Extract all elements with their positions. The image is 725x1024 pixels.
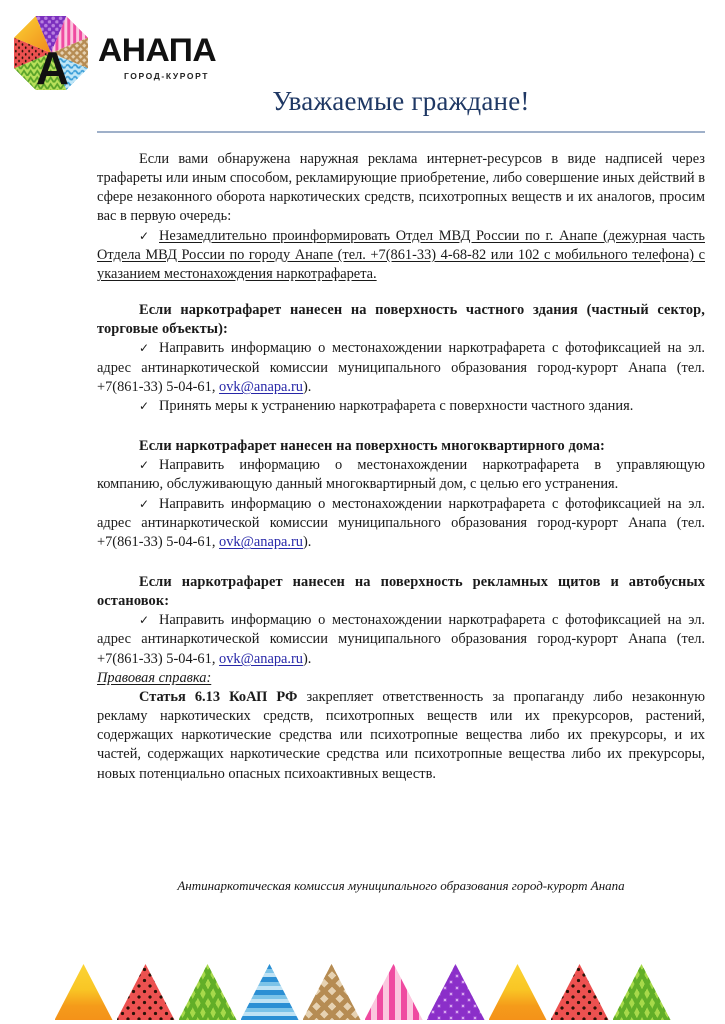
list-item (97, 339, 705, 396)
legal-note-body (97, 688, 705, 784)
check-icon: ✓ (139, 228, 150, 243)
email-link[interactable]: ovk@anapa.ru (219, 378, 304, 395)
list-item-text: Принять меры к устранению наркотрафарета с поверхности частного здания. (159, 397, 634, 414)
footer-triangle (303, 964, 361, 1020)
footer-triangle (551, 964, 609, 1020)
list-item (97, 397, 705, 416)
intro-bullet-item (97, 227, 705, 284)
list-item-text: Направить информацию о местонахождении наркотрафарета в управляющую компанию, обслуживающую данный многоквартирный дом, с целью его устранения. (97, 457, 705, 493)
list-item-text-tail: ). (303, 378, 312, 395)
intro-bullet-text: Незамедлительно проинформировать Отдел МВД России по г. Анапе (дежурная часть Отдела МВД России по городу Анапе (тел. +7(861-33) 4-68-82 или 102 с мобильного телефона) с указанием местонахождения наркотрафарета. (97, 227, 705, 282)
footer-triangle (179, 964, 237, 1020)
anapa-octagon-logo-icon (14, 16, 88, 90)
brand-tagline: ГОРОД-КУРОРТ (124, 70, 210, 81)
list-item-text-tail: ). (303, 533, 312, 550)
footer-decoration (0, 960, 725, 1024)
section-heading-apartment-building: Если наркотрафарет нанесен на поверхность многоквартирного дома: (139, 438, 605, 455)
section-heading-billboards: Если наркотрафарет нанесен на поверхность рекламных щитов и автобусных остановок: (97, 573, 705, 610)
legal-note-label: Правовая справка: (97, 669, 212, 686)
email-link[interactable]: ovk@anapa.ru (219, 650, 304, 667)
check-icon: ✓ (139, 613, 150, 628)
document-signature: Антинаркотическая комиссия муниципального образования город-курорт Анапа (177, 878, 625, 893)
brand-logo (14, 16, 217, 90)
brand-wordmark (98, 26, 217, 81)
brand-name: АНАПА (98, 31, 217, 68)
check-icon: ✓ (139, 398, 150, 413)
list-item-text: Направить информацию о местонахождении наркотрафарета с фотофиксацией на эл. адрес антинаркотической комиссии муниципального образования город-курорт Анапа (тел. +7(861-33) 5-04-61, (97, 495, 705, 550)
title-divider (97, 131, 705, 133)
footer-triangle (55, 964, 113, 1020)
list-item (97, 611, 705, 668)
list-item (97, 495, 705, 552)
footer-triangle (365, 964, 423, 1020)
page-title: Уважаемые граждане! (272, 86, 530, 116)
check-icon: ✓ (139, 496, 150, 511)
check-icon: ✓ (139, 458, 150, 473)
logo-letter-a: А (35, 42, 70, 90)
document-body (97, 150, 705, 784)
email-link[interactable]: ovk@anapa.ru (219, 533, 304, 550)
footer-triangle (489, 964, 547, 1020)
list-item-text-tail: ). (303, 650, 312, 667)
list-item (97, 456, 705, 494)
intro-paragraph: Если вами обнаружена наружная реклама интернет-ресурсов в виде надписей через трафареты или иным способом, рекламирующие приобретение, либо совершение иных действий в сфере незаконного оборота наркотических средств, психотропных веществ и их аналогов, просим вас в первую очередь: (97, 151, 705, 225)
footer-triangle (613, 964, 671, 1020)
legal-article-reference: Статья 6.13 КоАП РФ (139, 688, 298, 705)
footer-triangle (427, 964, 485, 1020)
list-item-text: Направить информацию о местонахождении наркотрафарета с фотофиксацией на эл. адрес антинаркотической комиссии муниципального образования город-курорт Анапа (тел. +7(861-33) 5-04-61, (97, 612, 705, 667)
list-item-text: Направить информацию о местонахождении наркотрафарета с фотофиксацией на эл. адрес антинаркотической комиссии муниципального образования город-курорт Анапа (тел. +7(861-33) 5-04-61, (97, 340, 705, 395)
footer-triangle (241, 964, 299, 1020)
footer-triangle (117, 964, 175, 1020)
legal-article-text: закрепляет ответственность за пропаганду либо незаконную рекламу наркотических средств, психотропных веществ или их прекурсоров, растений, содержащих наркотические средства или психотропные вещества либо их прекурсоры, и их частей, содержащих наркотические средства или психотропные вещества либо их прекурсоры, новых потенциально опасных психоактивных веществ. (97, 688, 705, 782)
section-heading-private-building: Если наркотрафарет нанесен на поверхность частного здания (частный сектор, торговые объекты): (97, 302, 705, 338)
check-icon: ✓ (139, 341, 150, 356)
